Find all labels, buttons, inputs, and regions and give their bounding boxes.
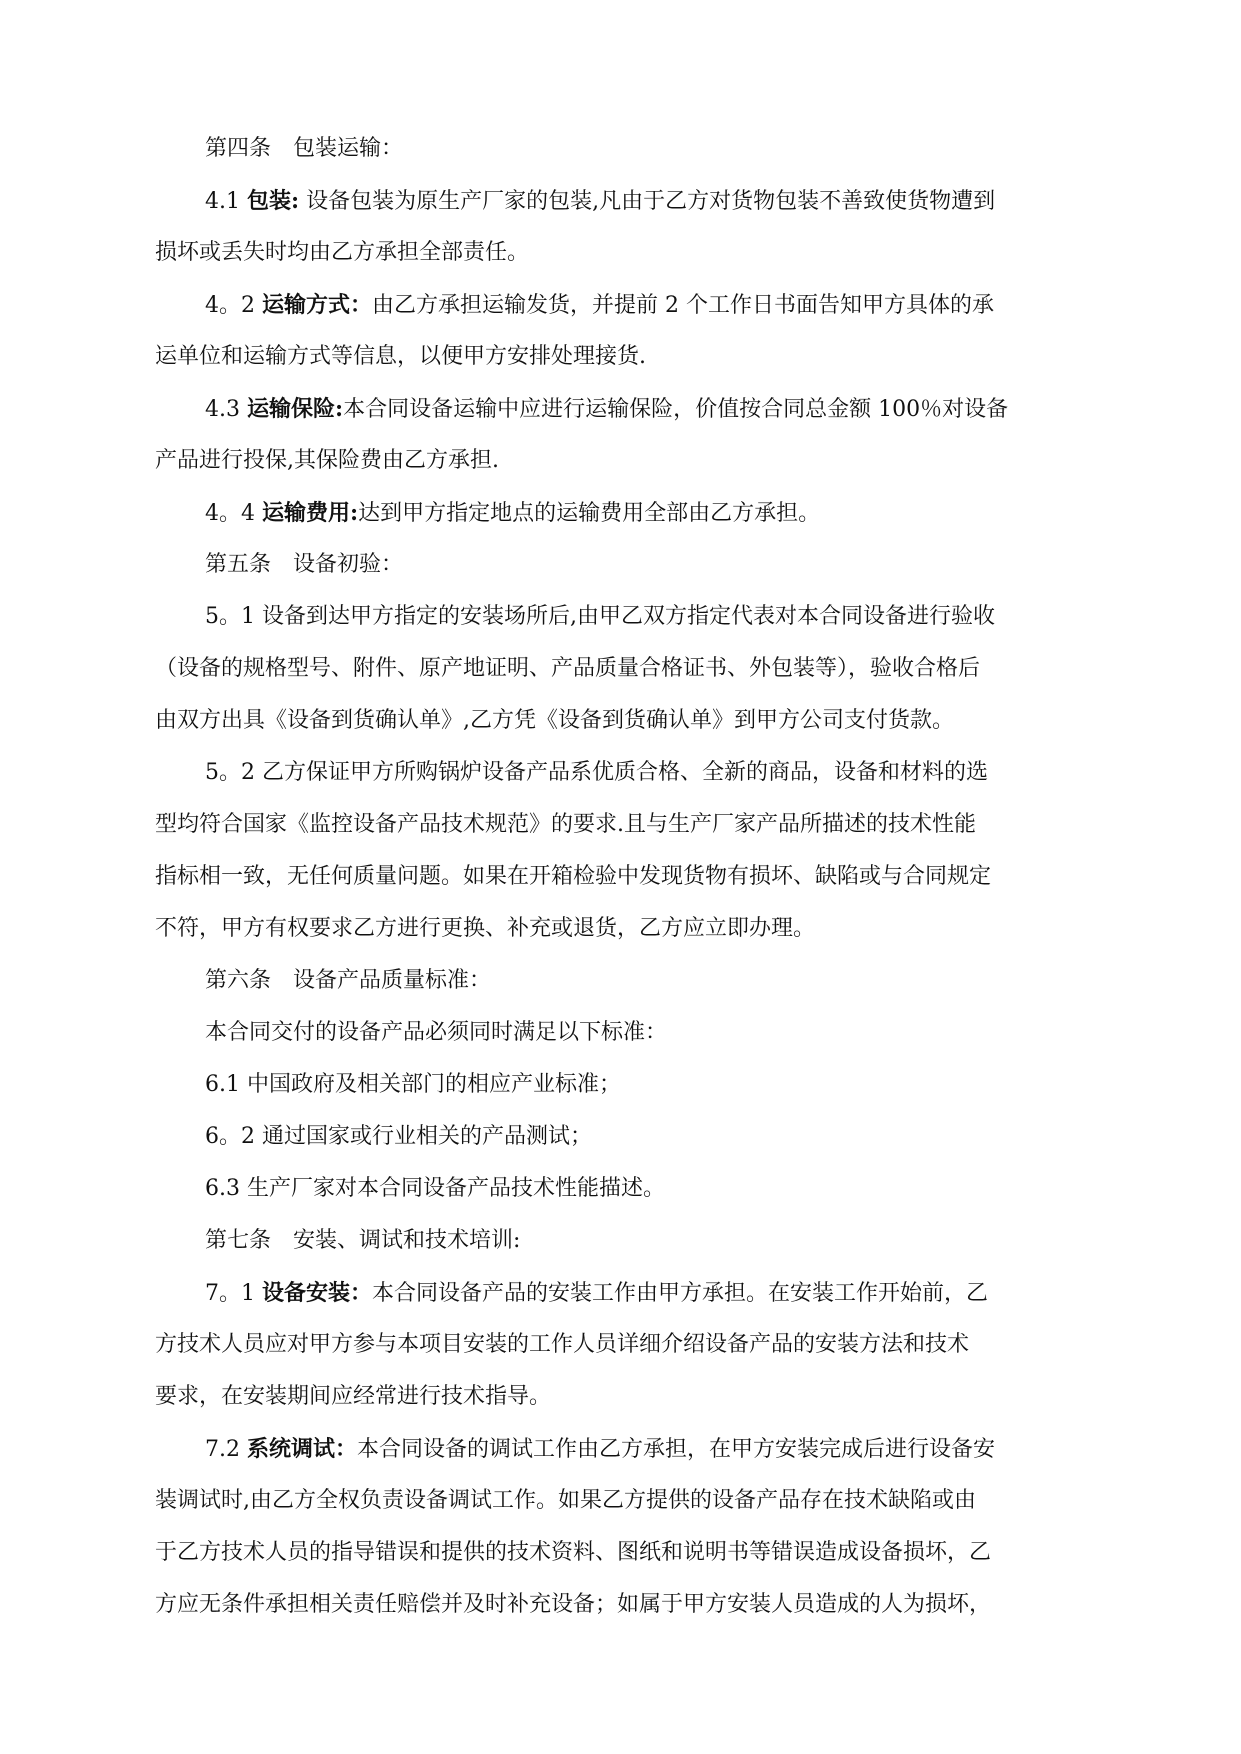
clause-6-2: 6。2 通过国家或行业相关的产品测试； [205,1124,592,1149]
clause-5-1-line-3: 由双方出具《设备到货确认单》,乙方凭《设备到货确认单》到甲方公司支付货款。 [155,708,954,733]
article-4-number: 第四条 [205,136,272,161]
clause-5-1-line-2: （设备的规格型号、附件、原产地证明、产品质量合格证书、外包装等），验收合格后 [155,656,981,681]
clause-5-2-line-3: 指标相一致，无任何质量问题。如果在开箱检验中发现货物有损坏、缺陷或与合同规定 [155,864,992,889]
clause-7-1-line-1 [155,1282,1095,1334]
clause-7-2-line-1 [155,1438,1095,1490]
clause-5-2-line-1: 5。2 乙方保证甲方所购锅炉设备产品系优质合格、全新的商品，设备和材料的选 [205,760,988,785]
clause-5-2-line-4: 不符，甲方有权要求乙方进行更换、补充或退货，乙方应立即办理。 [155,916,816,941]
clause-4-4-number: 4。4 [205,501,262,526]
article-6-number: 第六条 [205,968,272,993]
clause-7-1-line-3: 要求，在安装期间应经常进行技术指导。 [155,1384,552,1409]
article-7-heading [155,1230,1095,1282]
clause-4-1-label: 包装: [246,188,300,214]
clause-4-1-line-2: 损坏或丢失时均由乙方承担全部责任。 [155,240,530,265]
clause-7-2-line-4: 方应无条件承担相关责任赔偿并及时补充设备；如属于甲方安装人员造成的人为损坏， [155,1592,992,1617]
clause-7-2-text: 本合同设备的调试工作由乙方承担，在甲方安装完成后进行设备安 [357,1437,996,1462]
article-6-heading [155,970,1095,1022]
article-7-title: 安装、调试和技术培训: [293,1228,521,1253]
clause-4-1-number: 4.1 [205,189,247,214]
article-5-title: 设备初验： [293,552,404,577]
clause-6-3: 6.3 生产厂家对本合同设备产品技术性能描述。 [205,1176,665,1201]
clause-4-1-text: 设备包装为原生产厂家的包装,凡由于乙方对货物包装不善致使货物遭到 [299,189,996,214]
clause-4-3-line-2: 产品进行投保,其保险费由乙方承担. [155,448,499,473]
clause-7-2-number: 7.2 [205,1437,247,1462]
article-4-title: 包装运输： [293,136,404,161]
clause-4-2-line-1 [155,294,1095,346]
clause-4-3-label: 运输保险: [246,396,344,422]
clause-4-2-number: 4。2 [205,293,262,318]
article-5-number: 第五条 [205,552,272,577]
clause-4-4-label: 运输费用: [262,500,359,526]
clause-7-1-label: 设备安装： [262,1280,373,1306]
clause-7-2-label: 系统调试： [246,1436,357,1462]
clause-4-4-text: 达到甲方指定地点的运输费用全部由乙方承担。 [358,501,821,526]
clause-4-3-text: 本合同设备运输中应进行运输保险，价值按合同总金额 100％对设备 [343,397,1009,422]
clause-4-4-line-1 [155,502,1095,554]
clause-5-2-line-2: 型均符合国家《监控设备产品技术规范》的要求.且与生产厂家产品所描述的技术性能 [155,812,976,837]
clause-7-2-line-2: 装调试时,由乙方全权负责设备调试工作。如果乙方提供的设备产品存在技术缺陷或由 [155,1488,976,1513]
clause-4-2-line-2: 运单位和运输方式等信息，以便甲方安排处理接货. [155,344,646,369]
clause-4-2-label: 运输方式： [262,292,373,318]
article-5-heading [155,554,1095,606]
contract-text [155,138,1095,1646]
clause-5-1-line-1: 5。1 设备到达甲方指定的安装场所后,由甲乙双方指定代表对本合同设备进行验收 [205,604,995,629]
article-6-title: 设备产品质量标准： [293,968,492,993]
clause-4-2-text: 由乙方承担运输发货，并提前 2 个工作日书面告知甲方具体的承 [372,293,995,318]
clause-6-1: 6.1 中国政府及相关部门的相应产业标准； [205,1072,621,1097]
clause-4-1-line-1 [155,190,1095,242]
article-7-number: 第七条 [205,1228,272,1253]
clause-7-2-line-3: 于乙方技术人员的指导错误和提供的技术资料、图纸和说明书等错误造成设备损坏，乙 [155,1540,992,1565]
article-6-intro: 本合同交付的设备产品必须同时满足以下标准： [205,1020,668,1045]
clause-7-1-number: 7。1 [205,1281,262,1306]
clause-4-3-number: 4.3 [205,397,247,422]
clause-4-3-line-1 [155,398,1095,450]
clause-7-1-text: 本合同设备产品的安装工作由甲方承担。在安装工作开始前，乙 [372,1281,989,1306]
article-4-heading [155,138,1095,190]
clause-7-1-line-2: 方技术人员应对甲方参与本项目安装的工作人员详细介绍设备产品的安装方法和技术 [155,1332,970,1357]
